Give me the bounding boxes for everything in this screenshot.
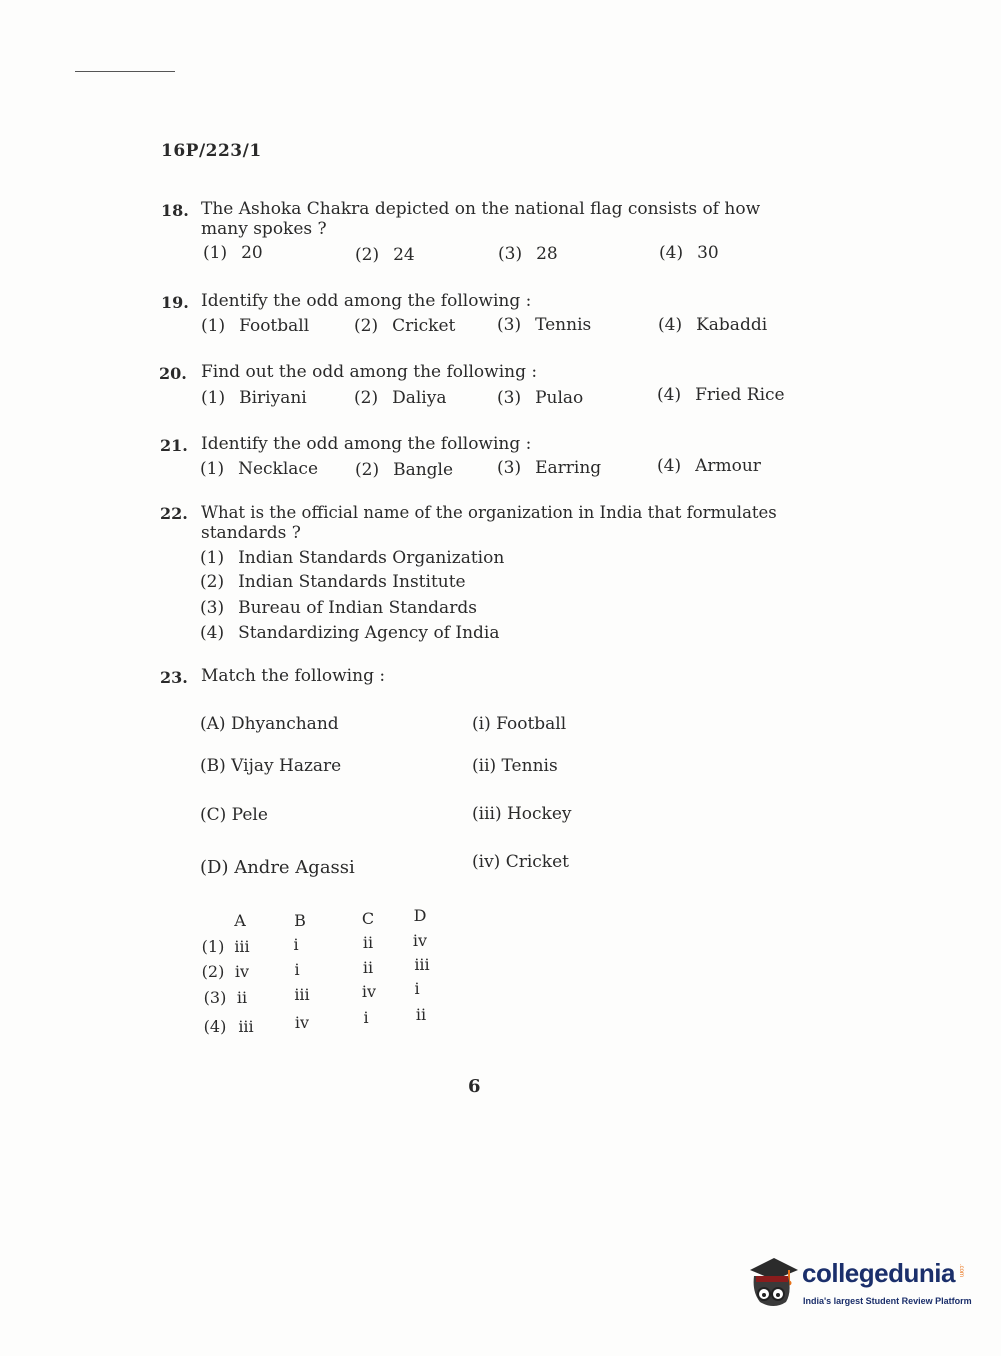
question-text: What is the official name of the organization in India that formulates [201, 503, 777, 522]
question-number: 20. [159, 364, 187, 383]
grid-cell: iv [234, 962, 250, 981]
grid-cell: ii [415, 1005, 427, 1024]
grid-cell: iii [234, 937, 250, 956]
grid-option-2: (2) [201, 962, 225, 981]
option-1: (1) 20 [203, 243, 263, 263]
grid-option-1: (1) [201, 937, 225, 956]
grid-cell: i [293, 935, 299, 954]
match-right-ii: (ii) Tennis [472, 756, 558, 776]
question-text: Identify the odd among the following : [201, 434, 532, 454]
option-2: (2) 24 [355, 245, 415, 265]
logo-wordmark: collegedunia [802, 1258, 955, 1288]
question-23 [160, 666, 800, 1046]
logo-suffix: .com [958, 1264, 964, 1278]
collegedunia-logo [744, 1252, 972, 1312]
grid-header-a: A [234, 911, 246, 930]
option-2: (2) Indian Standards Institute [200, 572, 466, 592]
option-4: (4) Fried Rice [657, 385, 785, 405]
option-3: (3) Tennis [497, 315, 592, 335]
option-4: (4) 30 [659, 243, 719, 263]
option-1: (1) Necklace [200, 459, 319, 479]
grid-cell: ii [362, 958, 374, 977]
grid-cell: i [294, 960, 300, 979]
option-3: (3) Bureau of Indian Standards [200, 598, 477, 618]
grid-cell: ii [236, 988, 248, 1007]
question-text: The Ashoka Chakra depicted on the national flag consists of how [201, 199, 761, 219]
option-2: (2) Daliya [354, 388, 447, 408]
match-left-a: (A) Dhyanchand [200, 714, 339, 734]
match-right-iii: (iii) Hockey [472, 804, 572, 824]
grid-cell: iv [294, 1013, 310, 1032]
paper-code: 16P/223/1 [161, 141, 262, 161]
option-2: (2) Cricket [354, 316, 456, 336]
question-number: 19. [161, 293, 189, 312]
question-20 [159, 362, 799, 412]
question-text: Find out the odd among the following : [201, 362, 538, 382]
option-3: (3) Earring [497, 458, 602, 478]
option-1: (1) Football [201, 316, 310, 336]
question-18 [161, 199, 801, 269]
question-text-cont: many spokes ? [201, 219, 327, 239]
grid-option-3: (3) [203, 988, 227, 1007]
question-text-cont: standards ? [201, 523, 301, 543]
question-text: Match the following : [201, 666, 386, 686]
question-text: Identify the odd among the following : [201, 291, 532, 311]
question-number: 21. [160, 436, 188, 455]
match-left-d: (D) Andre Agassi [200, 857, 355, 878]
grid-cell: iv [412, 931, 428, 950]
question-number: 23. [160, 668, 188, 687]
question-number: 18. [161, 201, 189, 220]
grid-header-b: B [294, 911, 306, 930]
question-22 [160, 502, 800, 647]
grid-cell: i [414, 979, 420, 998]
grid-header-d: D [413, 906, 427, 925]
grid-cell: ii [362, 933, 374, 952]
grid-cell: iii [238, 1017, 254, 1036]
mascot-icon [744, 1252, 800, 1312]
grid-cell: i [363, 1008, 369, 1027]
page-number: 6 [468, 1076, 481, 1097]
grid-header-c: C [361, 909, 375, 928]
grid-option-4: (4) [203, 1017, 227, 1036]
option-4: (4) Armour [657, 456, 761, 476]
option-3: (3) Pulao [497, 388, 584, 408]
header-rule [75, 71, 175, 72]
question-number: 22. [160, 504, 188, 523]
option-4: (4) Standardizing Agency of India [200, 623, 500, 643]
option-4: (4) Kabaddi [658, 315, 768, 335]
match-right-i: (i) Football [472, 714, 567, 734]
logo-tagline: India's largest Student Review Platform [803, 1296, 972, 1306]
question-19 [161, 291, 801, 341]
question-21 [160, 434, 800, 484]
grid-cell: iv [361, 982, 377, 1001]
option-2: (2) Bangle [355, 460, 454, 480]
option-1: (1) Indian Standards Organization [200, 548, 505, 568]
option-3: (3) 28 [498, 244, 558, 264]
match-left-c: (C) Pele [200, 805, 268, 825]
grid-cell: iii [294, 985, 310, 1004]
match-right-iv: (iv) Cricket [472, 852, 569, 872]
match-left-b: (B) Vijay Hazare [200, 756, 342, 776]
option-1: (1) Biriyani [201, 388, 307, 408]
grid-cell: iii [414, 955, 430, 974]
